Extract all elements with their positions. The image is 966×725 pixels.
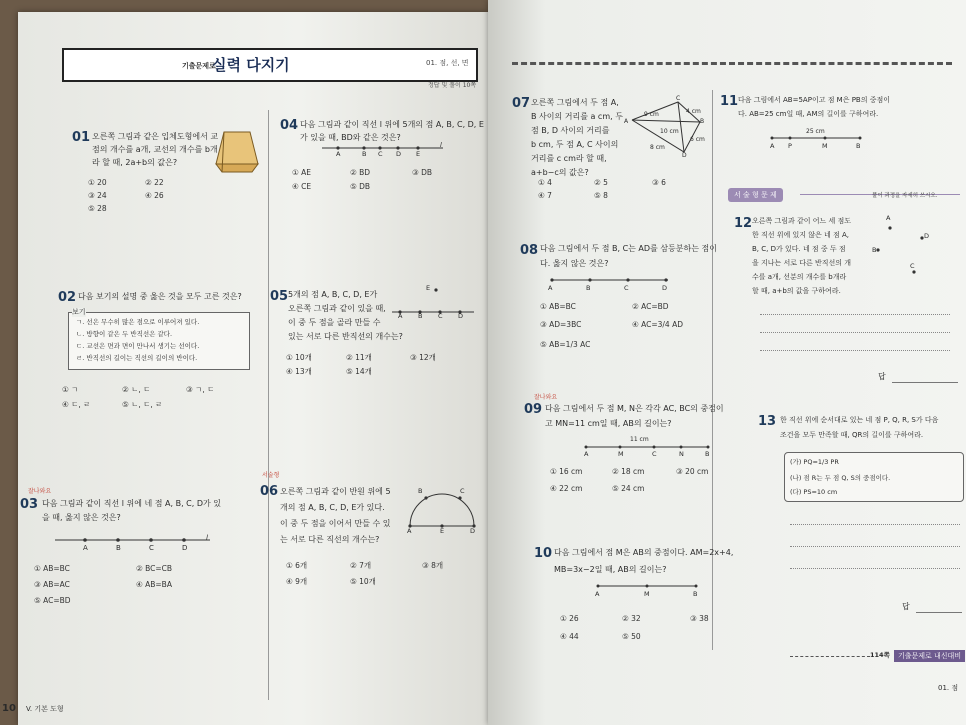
q09-point-a: A xyxy=(584,450,589,458)
q05-point-a: A xyxy=(398,312,403,320)
q06-point-e: E xyxy=(440,527,445,535)
q07-option-4[interactable]: ④ 7 xyxy=(538,191,552,200)
q02-number: 02 xyxy=(58,290,77,305)
q01-option-2[interactable]: ② 22 xyxy=(145,178,164,187)
q04-point-e: E xyxy=(416,150,421,158)
q09-line-1: 다음 그림에서 두 점 M, N은 각각 AC, BC의 중점이 xyxy=(545,404,724,413)
q06-semicircle-figure xyxy=(404,484,480,532)
q11-point-b: B xyxy=(856,142,861,150)
q10-point-a: A xyxy=(595,590,600,598)
q06-line-4: 는 서로 다른 직선의 개수는? xyxy=(280,535,380,544)
q03-point-b: B xyxy=(116,544,121,552)
q08-option-5[interactable]: ⑤ AB=1/3 AC xyxy=(540,340,591,349)
q13-line-2: 조건을 모두 만족할 때, QR의 길이를 구하여라. xyxy=(780,431,924,439)
right-column-divider xyxy=(712,90,713,650)
q01-option-5[interactable]: ⑤ 28 xyxy=(88,204,107,213)
q02-option-1[interactable]: ① ㄱ xyxy=(62,385,79,394)
q04-line-label: l xyxy=(440,141,442,149)
q01-line-3: 라 할 때, 2a+b의 값은? xyxy=(92,158,178,167)
q06-point-a: A xyxy=(407,527,412,535)
q08-point-d: D xyxy=(662,284,668,292)
q05-option-4[interactable]: ④ 13개 xyxy=(286,367,312,376)
q06-option-2[interactable]: ② 7개 xyxy=(350,561,372,570)
section-pill-essay: 서 술 형 문 제 xyxy=(728,188,783,202)
q12-line-2: 한 직선 위에 있지 않은 네 점 A, xyxy=(752,231,849,239)
q09-point-n: N xyxy=(679,450,684,458)
q10-option-3[interactable]: ③ 38 xyxy=(690,614,709,623)
q09-option-3[interactable]: ③ 20 cm xyxy=(676,467,709,476)
q07-line-5: 거리를 c cm라 할 때, xyxy=(531,154,607,163)
footer-dashed-rule xyxy=(790,656,870,657)
q06-number: 06 xyxy=(260,484,279,499)
q11-point-m: M xyxy=(822,142,828,150)
q01-option-3[interactable]: ③ 24 xyxy=(88,191,107,200)
q09-point-c: C xyxy=(652,450,657,458)
q13-work-line-2 xyxy=(790,546,960,547)
q05-line-2: 오른쪽 그림과 같이 있을 때, xyxy=(288,304,386,313)
q12-line-5: 수를 a개, 선분의 개수를 b개라 xyxy=(752,273,847,281)
q11-point-p: P xyxy=(788,142,792,150)
q07-fig-label-b: B xyxy=(700,118,705,125)
q12-line-6: 할 때, a+b의 값을 구하여라. xyxy=(752,287,841,295)
q12-work-line-3 xyxy=(760,350,950,351)
q03-badge: 잘나와요 xyxy=(28,488,52,495)
q07-number: 07 xyxy=(512,96,531,111)
q10-number: 10 xyxy=(534,546,553,561)
q01-line-2: 점의 개수를 a개, 교선의 개수를 b개 xyxy=(92,145,218,154)
q09-option-2[interactable]: ② 18 cm xyxy=(612,467,645,476)
q05-option-3[interactable]: ③ 12개 xyxy=(410,353,436,362)
q09-number: 09 xyxy=(524,402,543,417)
q07-fig-label-d: D xyxy=(682,152,687,159)
q07-fig-label-a: A xyxy=(624,118,629,125)
q04-point-c: C xyxy=(378,150,383,158)
q05-line-3: 이 중 두 점을 골라 만들 수 xyxy=(288,318,381,327)
q03-option-3[interactable]: ③ AB=AC xyxy=(34,580,70,589)
q05-line-1: 5개의 점 A, B, C, D, E가 xyxy=(288,290,378,299)
q13-work-line-1 xyxy=(790,524,960,525)
q08-number: 08 xyxy=(520,243,539,258)
q05-option-5[interactable]: ⑤ 14개 xyxy=(346,367,372,376)
q13-condition-3: (다) PS=10 cm xyxy=(790,488,838,496)
q07-fig-label-1: 9 cm xyxy=(644,111,659,118)
q13-number: 13 xyxy=(758,414,777,429)
q12-line-1: 오른쪽 그림과 같이 어느 세 점도 xyxy=(752,217,852,225)
q04-point-d: D xyxy=(396,150,402,158)
q01-solid-figure xyxy=(212,128,262,176)
q02-box-title: 보기 xyxy=(72,308,86,316)
q03-line-1: 다음 그림과 같이 직선 l 위에 네 점 A, B, C, D가 있 xyxy=(42,499,221,508)
right-page-number: 01. 점 xyxy=(938,684,959,692)
q08-option-1[interactable]: ① AB=BC xyxy=(540,302,576,311)
q13-condition-2: (나) 점 R는 두 점 Q, S의 중점이다. xyxy=(790,474,891,482)
q01-option-4[interactable]: ④ 26 xyxy=(145,191,164,200)
q09-option-5[interactable]: ⑤ 24 cm xyxy=(612,484,645,493)
q07-line-3: 점 B, D 사이의 거리를 xyxy=(531,126,610,135)
q07-fig-label-4: 6 cm xyxy=(690,136,705,143)
q02-box-line-4: ㄹ. 반직선의 길이는 직선의 길이의 반이다. xyxy=(76,354,198,362)
q04-line-1: 다음 그림과 같이 직선 l 위에 5개의 점 A, B, C, D, E xyxy=(300,120,484,129)
q04-option-2[interactable]: ② BD xyxy=(350,168,371,177)
q11-point-a: A xyxy=(770,142,775,150)
q04-option-1[interactable]: ① AE xyxy=(292,168,311,177)
q07-option-3[interactable]: ③ 6 xyxy=(652,178,666,187)
q09-line-figure xyxy=(582,442,714,454)
q07-option-5[interactable]: ⑤ 8 xyxy=(594,191,608,200)
q09-point-m: M xyxy=(618,450,624,458)
q07-fig-label-2: 4 cm xyxy=(686,108,701,115)
q09-fig-label: 11 cm xyxy=(630,436,649,443)
q02-box-line-3: ㄷ. 교선은 면과 면이 만나서 생기는 선이다. xyxy=(76,342,200,350)
header-tag: 01. 점, 선, 면 xyxy=(426,59,469,67)
q12-work-line-2 xyxy=(760,332,950,333)
q12-point-a: A xyxy=(886,214,891,222)
left-page-number: 10 xyxy=(2,703,16,714)
q08-line-figure xyxy=(548,274,678,288)
q09-point-b: B xyxy=(705,450,710,458)
q09-option-4[interactable]: ④ 22 cm xyxy=(550,484,583,493)
q13-work-line-3 xyxy=(790,568,960,569)
q05-option-2[interactable]: ② 11개 xyxy=(346,353,372,362)
q10-option-1[interactable]: ① 26 xyxy=(560,614,579,623)
q08-option-3[interactable]: ③ AD=3BC xyxy=(540,320,582,329)
q07-line-6: a+b−c의 값은? xyxy=(531,168,589,177)
q10-line-1: 다음 그림에서 점 M은 AB의 중점이다. AM=2x+4, xyxy=(554,548,734,557)
q03-option-4[interactable]: ④ AB=BA xyxy=(136,580,172,589)
q03-option-1[interactable]: ① AB=BC xyxy=(34,564,70,573)
q09-badge: 잘나와요 xyxy=(534,394,558,401)
q08-option-4[interactable]: ④ AC=3/4 AD xyxy=(632,320,683,329)
q08-option-2[interactable]: ② AC=BD xyxy=(632,302,669,311)
q09-line-2: 고 MN=11 cm일 때, AB의 길이는? xyxy=(545,419,672,428)
q10-line-2: MB=3x−2일 때, AB의 길이는? xyxy=(554,565,667,574)
q05-point-b: B xyxy=(418,312,423,320)
q03-option-2[interactable]: ② BC=CB xyxy=(136,564,173,573)
q06-point-d: D xyxy=(470,527,476,535)
q11-fig-label: 25 cm xyxy=(806,128,825,135)
q11-line-2: 다. AB=25 cm일 때, AM의 길이를 구하여라. xyxy=(738,110,879,118)
q08-line-2: 다. 옳지 않은 것은? xyxy=(540,259,609,268)
section-header xyxy=(62,48,478,82)
q05-number: 05 xyxy=(270,289,289,304)
q07-line-1: 오른쪽 그림에서 두 점 A, xyxy=(531,98,619,107)
q10-option-5[interactable]: ⑤ 50 xyxy=(622,632,641,641)
q06-line-2: 개의 점 A, B, C, D, E가 있다. xyxy=(280,503,385,512)
q02-box-line-2: ㄴ. 방향이 같은 두 반직선은 같다. xyxy=(76,330,173,338)
header-tag-2: 정답 및 풀이 10쪽 xyxy=(428,82,477,89)
q05-line-4: 있는 서로 다른 반직선의 개수는? xyxy=(288,332,403,341)
q10-point-m: M xyxy=(644,590,650,598)
q12-point-c: C xyxy=(910,262,915,270)
q12-line-3: B, C, D가 있다. 네 점 중 두 점 xyxy=(752,245,846,253)
header-title: 실력 다지기 xyxy=(212,56,290,74)
q12-answer-line[interactable] xyxy=(892,382,958,383)
q06-point-c: C xyxy=(460,487,465,495)
q04-option-4[interactable]: ④ CE xyxy=(292,182,312,191)
q06-line-3: 이 중 두 점을 이어서 만들 수 있 xyxy=(280,519,391,528)
q07-fig-label-3: 10 cm xyxy=(660,128,679,135)
q05-point-c: C xyxy=(438,312,443,320)
q07-option-2[interactable]: ② 5 xyxy=(594,178,608,187)
q02-option-4[interactable]: ④ ㄷ, ㄹ xyxy=(62,400,91,409)
q02-option-5[interactable]: ⑤ ㄴ, ㄷ, ㄹ xyxy=(122,400,163,409)
q11-line-1: 다음 그림에서 AB=5AP이고 점 M은 PB의 중점이 xyxy=(738,96,891,104)
left-page-section: V. 기본 도형 xyxy=(26,705,64,713)
q06-point-b: B xyxy=(418,487,423,495)
q08-point-a: A xyxy=(548,284,553,292)
q07-line-4: b cm, 두 점 A, C 사이의 xyxy=(531,140,619,149)
q10-option-4[interactable]: ④ 44 xyxy=(560,632,579,641)
q12-work-line-1 xyxy=(760,314,950,315)
q01-option-1[interactable]: ① 20 xyxy=(88,178,107,187)
q12-number: 12 xyxy=(734,216,753,231)
q03-line-2: 을 때, 옳지 않은 것은? xyxy=(42,513,121,522)
q13-answer-label: 답 xyxy=(902,602,910,611)
footer-ref: 114쪽 xyxy=(870,651,890,659)
q08-point-c: C xyxy=(624,284,629,292)
q05-point-d: D xyxy=(458,312,464,320)
q02-option-2[interactable]: ② ㄴ, ㄷ xyxy=(122,385,151,394)
q03-line-figure xyxy=(50,532,220,556)
q07-option-1[interactable]: ① 4 xyxy=(538,178,552,187)
q03-option-5[interactable]: ⑤ AC=BD xyxy=(34,596,71,605)
q04-number: 04 xyxy=(280,118,299,133)
q07-line-2: B 사이의 거리를 a cm, 두 xyxy=(531,112,623,121)
q08-line-1: 다음 그림에서 두 점 B, C는 AD를 삼등분하는 점이 xyxy=(540,244,717,253)
q01-line-1: 오른쪽 그림과 같은 입체도형에서 교 xyxy=(92,132,219,141)
q12-point-d: D xyxy=(924,232,930,240)
q06-option-3[interactable]: ③ 8개 xyxy=(422,561,444,570)
q02-option-3[interactable]: ③ ㄱ, ㄷ xyxy=(186,385,215,394)
q06-option-1[interactable]: ① 6개 xyxy=(286,561,308,570)
q11-line-figure xyxy=(770,134,864,144)
q12-point-b: B xyxy=(872,246,877,254)
q13-answer-line[interactable] xyxy=(916,612,962,613)
q05-option-1[interactable]: ① 10개 xyxy=(286,353,312,362)
section-note: 풀이 과정을 자세히 쓰시오. xyxy=(872,193,938,199)
q04-point-b: B xyxy=(362,150,367,158)
q06-line-1: 오른쪽 그림과 같이 반원 위에 5 xyxy=(280,487,391,496)
q04-line-2: 가 있을 때, BD와 같은 것은? xyxy=(300,133,401,142)
q07-fig-label-c: C xyxy=(676,95,681,102)
q03-point-c: C xyxy=(149,544,154,552)
q09-option-1[interactable]: ① 16 cm xyxy=(550,467,583,476)
q13-line-1: 한 직선 위에 순서대로 있는 네 점 P, Q, R, S가 다음 xyxy=(780,416,939,424)
top-dashed-rule xyxy=(512,62,952,65)
q02-text: 다음 보기의 설명 중 옳은 것을 모두 고른 것은? xyxy=(78,292,242,301)
q04-option-3[interactable]: ③ DB xyxy=(412,168,433,177)
q05-point-e: E xyxy=(426,284,431,292)
q03-number: 03 xyxy=(20,497,39,512)
q08-point-b: B xyxy=(586,284,591,292)
q04-point-a: A xyxy=(336,150,341,158)
q06-badge: 서술형 xyxy=(262,472,280,479)
q03-point-a: A xyxy=(83,544,88,552)
q11-number: 11 xyxy=(720,94,739,109)
q01-number: 01 xyxy=(72,130,91,145)
q06-option-4[interactable]: ④ 9개 xyxy=(286,577,308,586)
q10-point-b: B xyxy=(693,590,698,598)
q12-answer-label: 답 xyxy=(878,372,886,381)
q07-fig-label-5: 8 cm xyxy=(650,144,665,151)
q04-option-5[interactable]: ⑤ DB xyxy=(350,182,371,191)
q03-line-label: l xyxy=(206,534,208,542)
q03-point-d: D xyxy=(182,544,188,552)
q13-condition-1: (가) PQ=1/3 PR xyxy=(790,458,839,466)
q10-option-2[interactable]: ② 32 xyxy=(622,614,641,623)
q12-points-figure xyxy=(870,218,930,278)
header-subtitle: 기출문제로 xyxy=(182,62,216,70)
q12-line-4: 을 지나는 서로 다른 반직선의 개 xyxy=(752,259,852,267)
footer-bar: 기출문제로 내신대비 xyxy=(894,650,965,662)
q02-box-line-1: ㄱ. 선은 무수히 많은 점으로 이루어져 있다. xyxy=(76,318,200,326)
q06-option-5[interactable]: ⑤ 10개 xyxy=(350,577,376,586)
column-divider xyxy=(268,110,269,700)
